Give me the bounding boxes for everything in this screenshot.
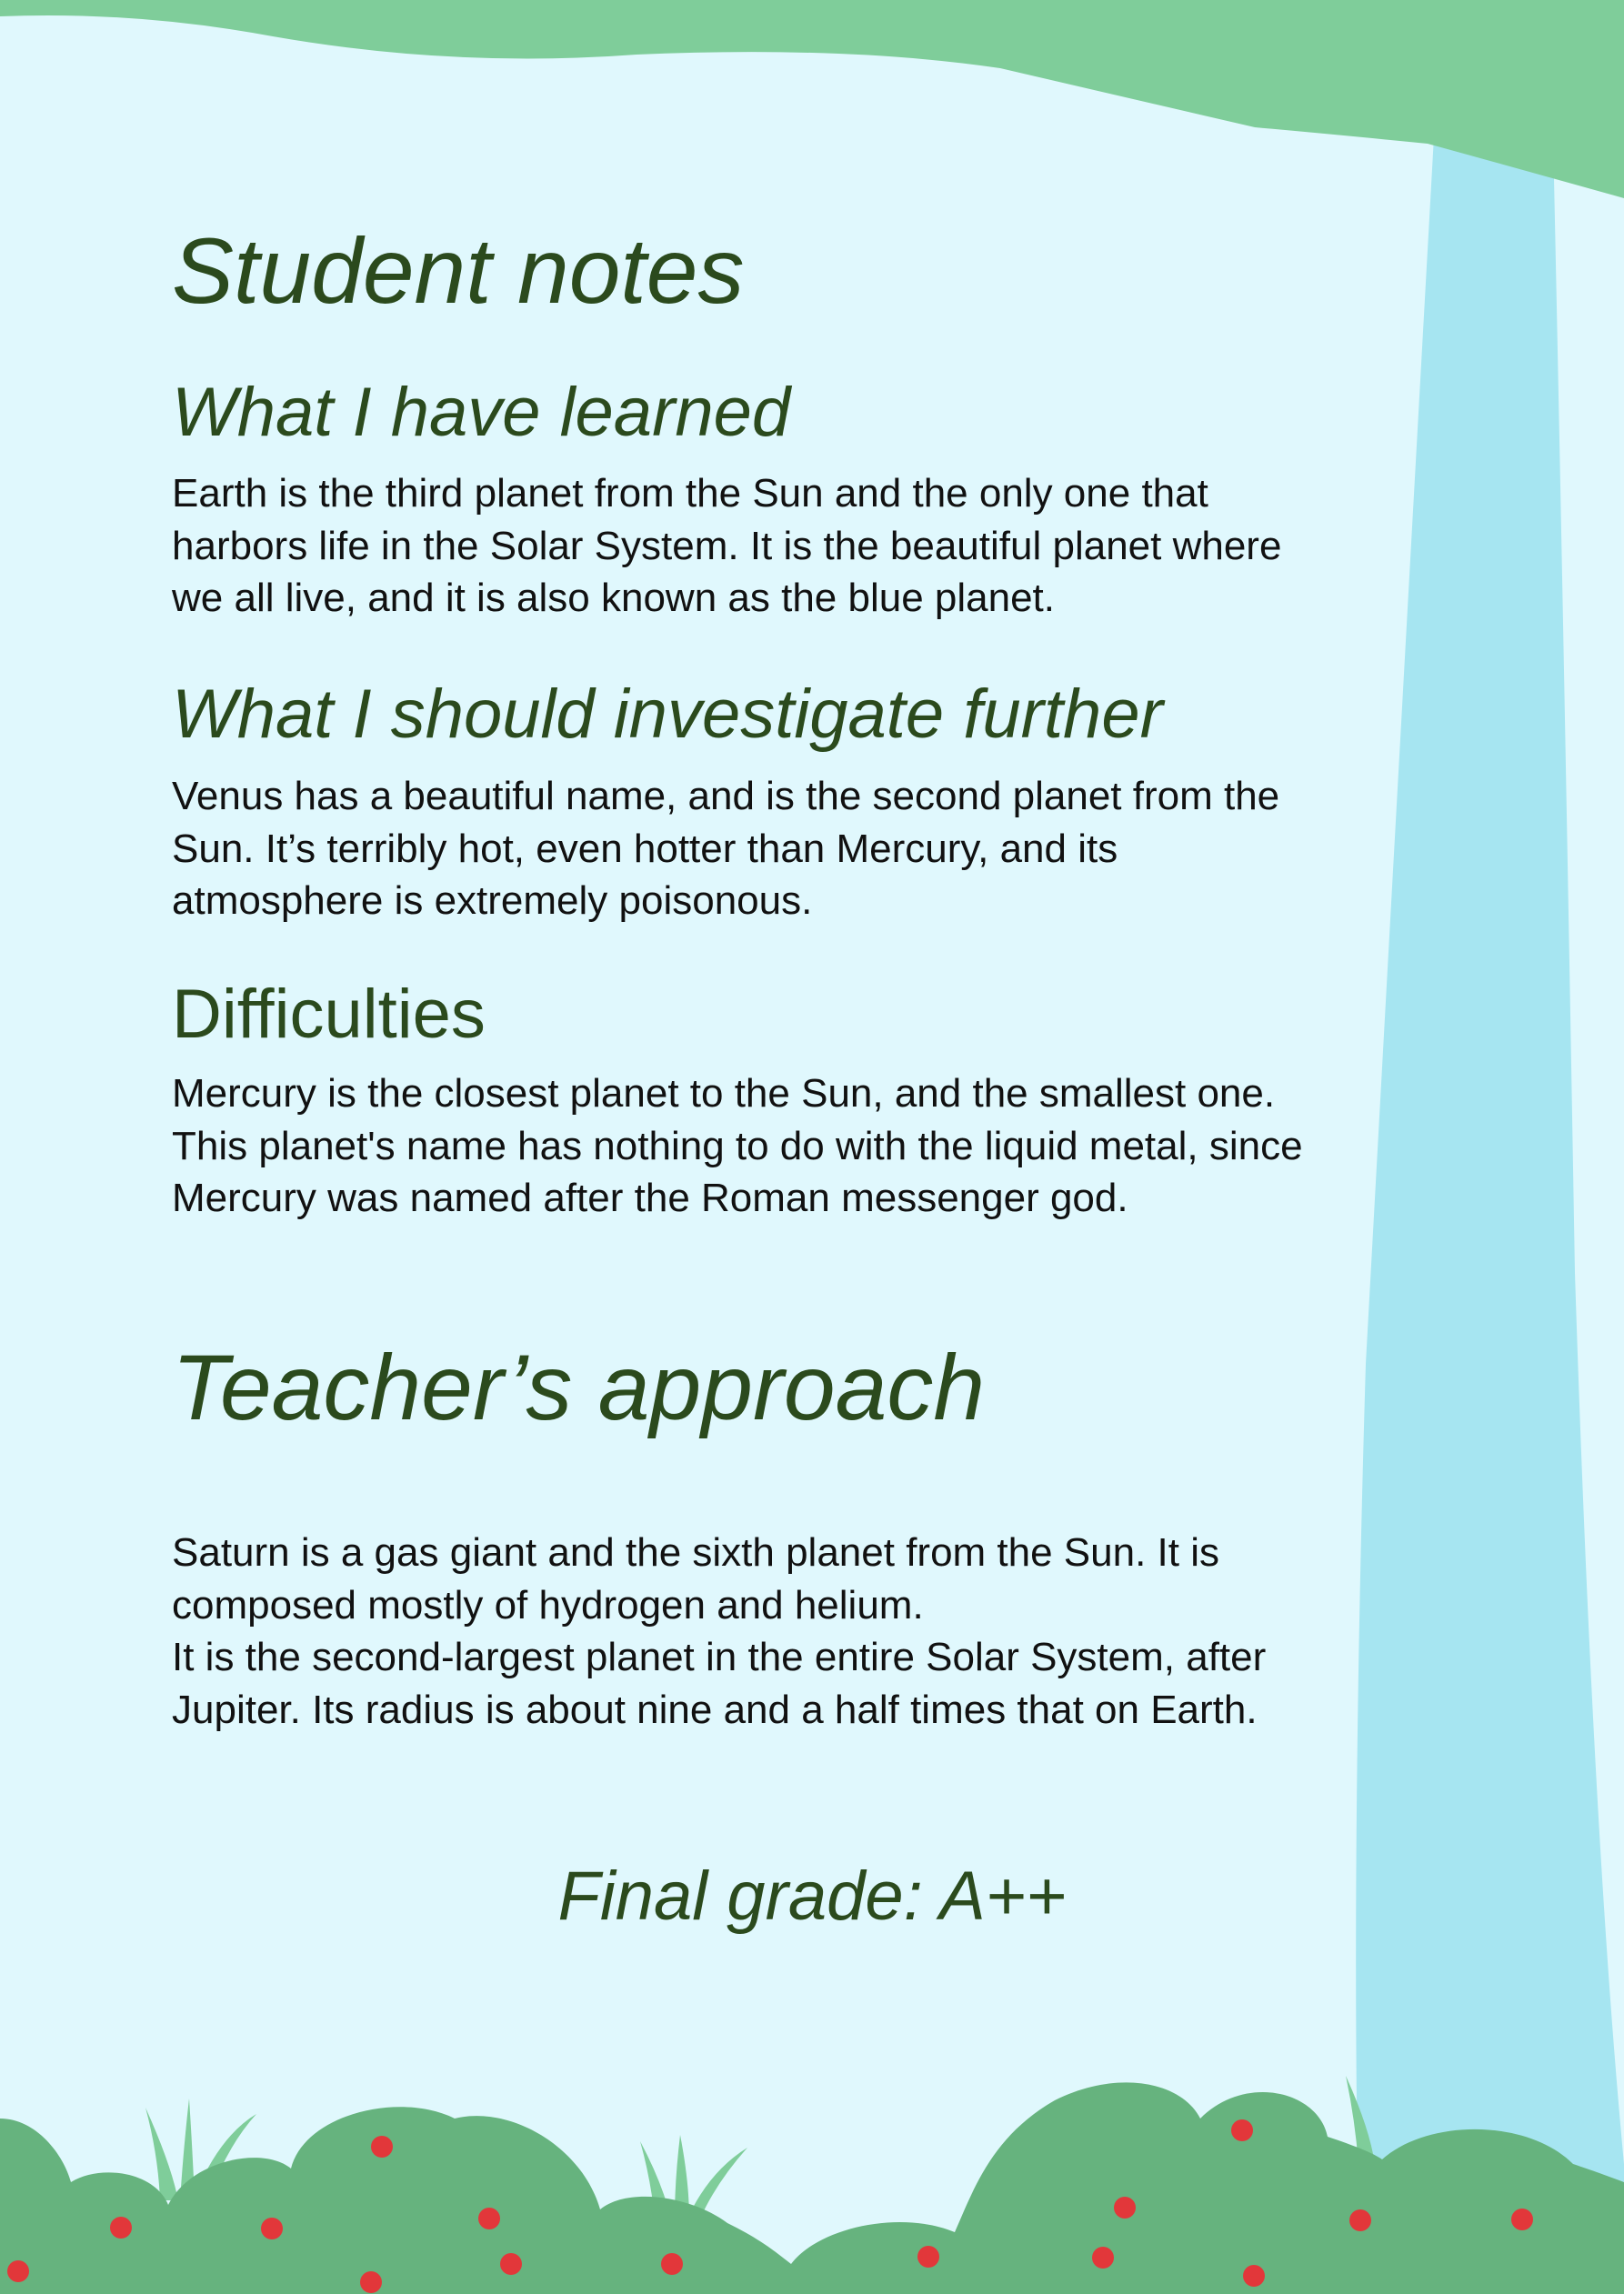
section-heading-difficulties: Difficulties [172, 976, 486, 1053]
student-notes-title: Student notes [172, 219, 745, 323]
section-heading-learned: What I have learned [172, 374, 791, 451]
final-grade: Final grade: A++ [557, 1858, 1067, 1935]
section-heading-investigate: What I should investigate further [172, 676, 1163, 753]
section-text-learned: Earth is the third planet from the Sun and the only one that harbors life in the Solar System. It is the beautiful planet where we all live, and it is also known as the blue planet. [172, 471, 1282, 620]
section-text-investigate: Venus has a beautiful name, and is the second planet from the Sun. It’s terribly hot, even hotter than Mercury, and its atmosphere is extremely poisonous. [172, 774, 1280, 923]
teacher-approach-title: Teacher’s approach [172, 1336, 986, 1439]
teacher-approach-text: Saturn is a gas giant and the sixth planet from the Sun. It is composed mostly of hydrogen and helium. It is the second-largest planet in the entire Solar System, after Jupiter. Its radius is about nine and a half times that on Earth. [172, 1530, 1267, 1732]
section-text-difficulties: Mercury is the closest planet to the Sun, and the smallest one. This planet's name has nothing to do with the liquid metal, since Mercury was named after the Roman messenger god. [172, 1071, 1303, 1220]
